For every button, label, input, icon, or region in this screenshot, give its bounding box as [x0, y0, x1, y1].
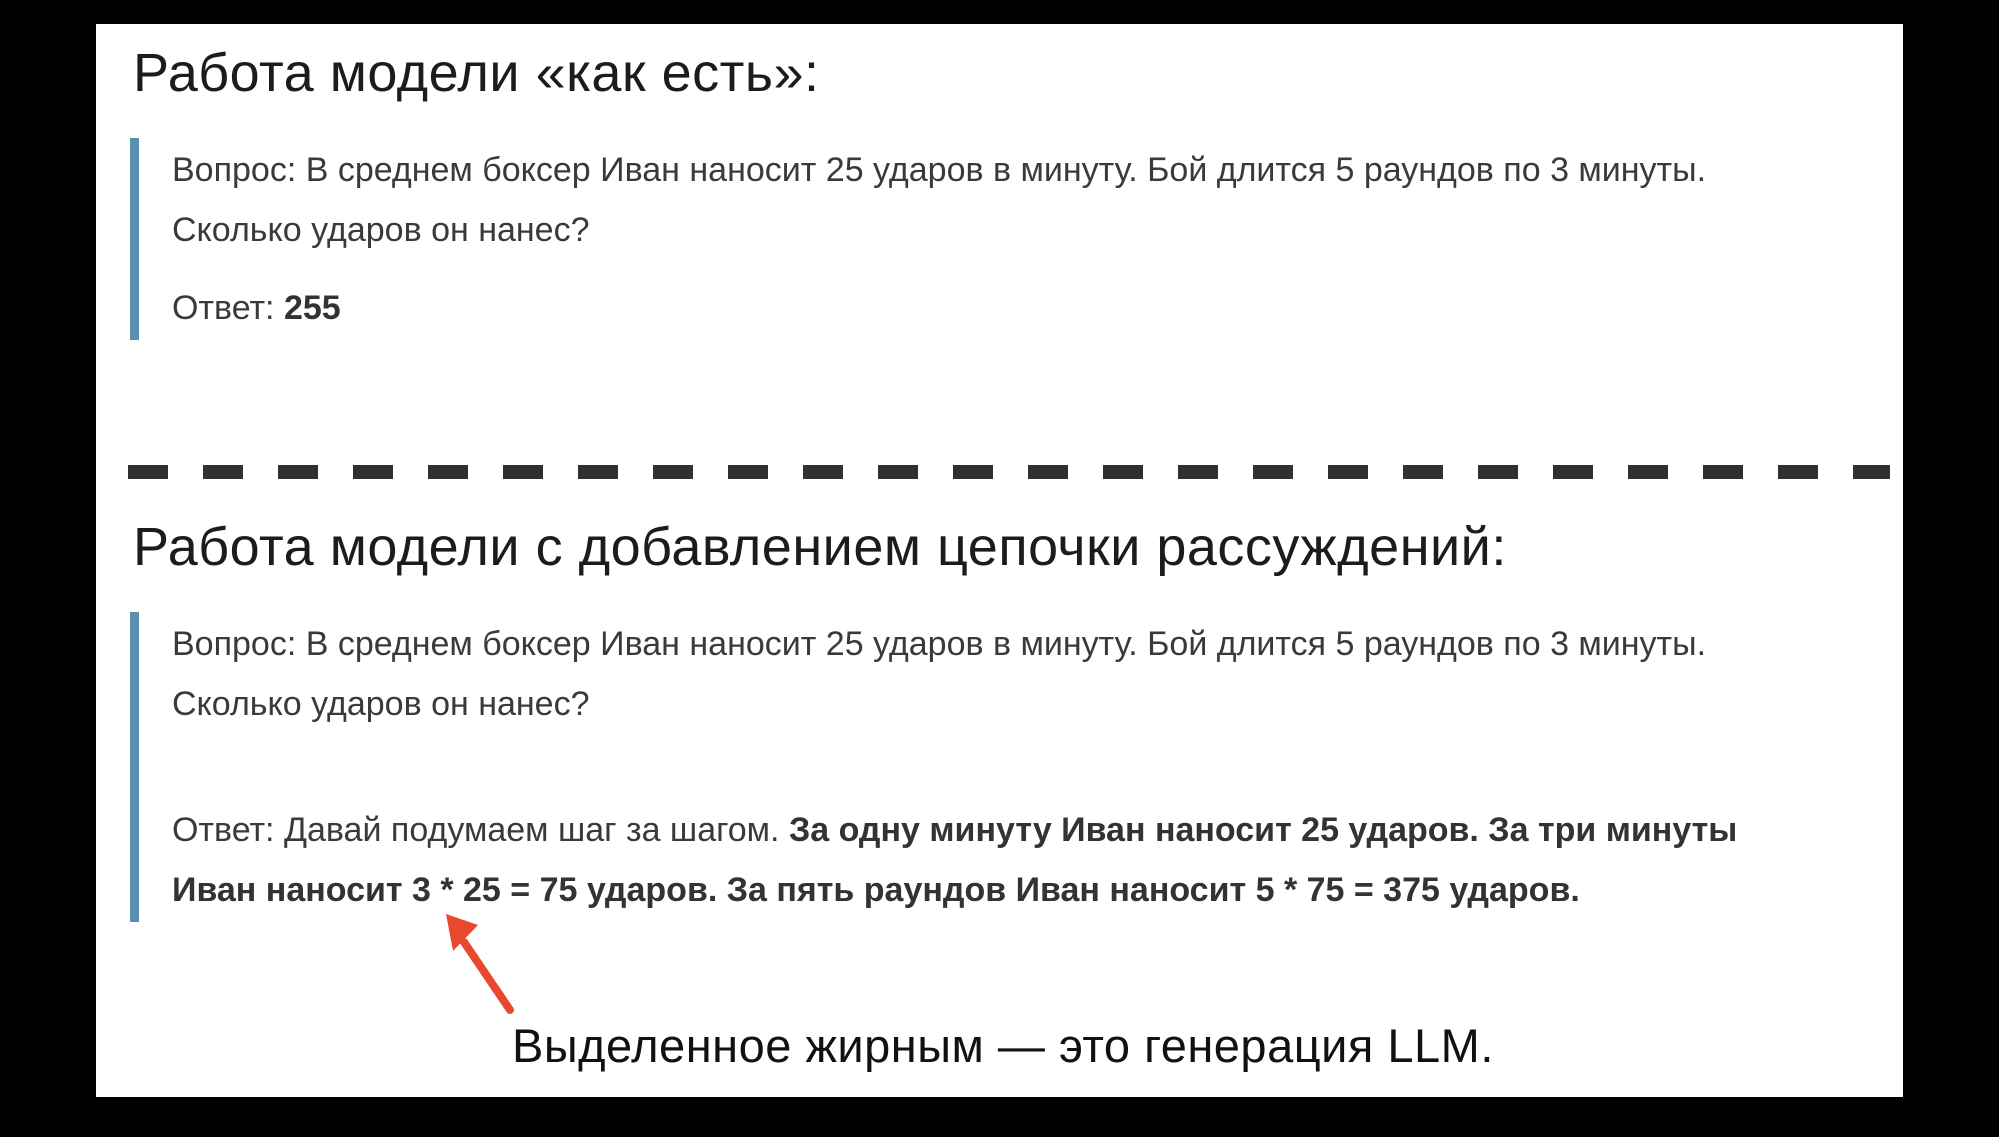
- section1-answer-bold: 255: [283, 289, 341, 327]
- section2-answer-bold: За одну минуту Иван наносит 25 ударов. За три минуты Иван наносит 3 * 25 = 75 ударов. За пять раундов Иван наносит 5 * 75 = 375 ударов.: [172, 811, 1738, 909]
- section2-question-text: Вопрос: В среднем боксер Иван наносит 25 ударов в минуту. Бой длится 5 раундов по 3 минуты. Сколько ударов он нанес?: [172, 625, 1707, 723]
- content-page: [96, 24, 1903, 1097]
- section2-answer-text: [172, 800, 1782, 920]
- caption-text: Выделенное жирным — это генерация LLM.: [512, 1019, 1494, 1072]
- red-up-left-arrow-icon: [434, 904, 526, 1024]
- section1-question-text: Вопрос: В среднем боксер Иван наносит 25 ударов в минуту. Бой длится 5 раундов по 3 минуты. Сколько ударов он нанес?: [172, 151, 1707, 249]
- section2-answer-prefix: Ответ: Давай подумаем шаг за шагом.: [172, 811, 789, 849]
- section1-answer-text: [172, 278, 1782, 338]
- section2-heading: Работа модели с добавлением цепочки рассуждений:: [133, 517, 1507, 577]
- dashed-divider: [128, 465, 1890, 479]
- section1-blockquote: [130, 138, 1782, 340]
- section1-heading: Работа модели «как есть»:: [133, 43, 820, 103]
- section2-blockquote: [130, 612, 1782, 922]
- section1-answer-prefix: Ответ:: [172, 289, 284, 327]
